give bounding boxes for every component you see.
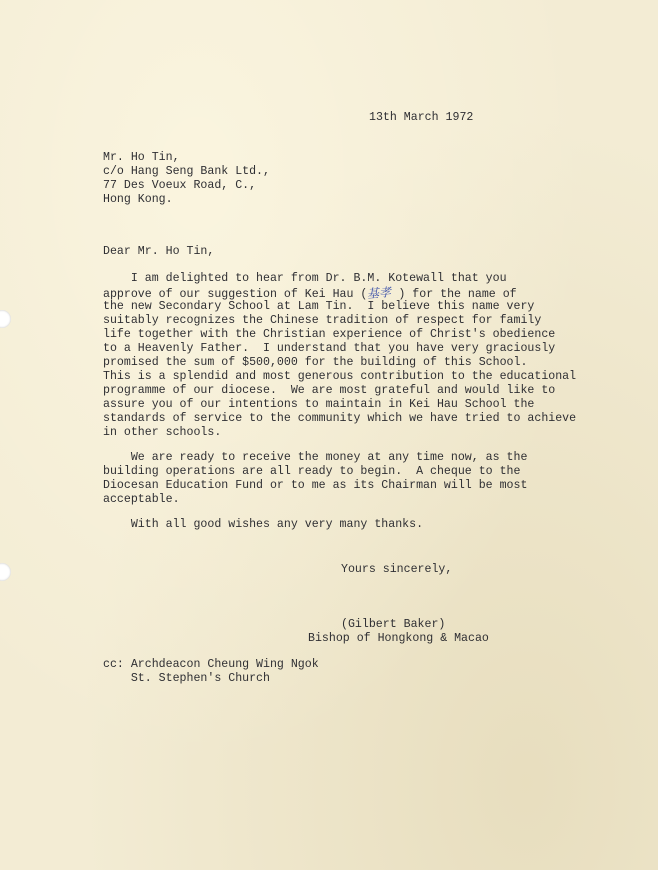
body-line: in other schools. [103,426,222,439]
salutation: Dear Mr. Ho Tin, [103,245,215,258]
address-line: c/o Hang Seng Bank Ltd., [103,165,270,178]
letter-date: 13th March 1972 [369,111,474,124]
body-line: acceptable. [103,493,180,506]
body-line: promised the sum of $500,000 for the building of this School. [103,356,528,369]
signer-title: Bishop of Hongkong & Macao [308,632,489,645]
address-line: Mr. Ho Tin, [103,151,180,164]
body-line: the new Secondary School at Lam Tin. I believe this name very [103,300,535,313]
body-line: Diocesan Education Fund or to me as its Chairman will be most [103,479,528,492]
body-line: life together with the Christian experience of Christ's obedience [103,328,556,341]
body-line: suitably recognizes the Chinese tradition of respect for family [103,314,542,327]
body-line: to a Heavenly Father. I understand that you have very graciously [103,342,556,355]
address-line: 77 Des Voeux Road, C., [103,179,257,192]
address-line: Hong Kong. [103,193,173,206]
body-line: This is a splendid and most generous contribution to the educational [103,370,577,383]
signer-name: (Gilbert Baker) [341,618,446,631]
body-line: building operations are all ready to begin. A cheque to the [103,465,521,478]
body-line: programme of our diocese. We are most grateful and would like to [103,384,556,397]
cc-line: cc: Archdeacon Cheung Wing Ngok [103,658,319,671]
chinese-name: 基孝 [366,285,392,301]
body-line: We are ready to receive the money at any time now, as the [103,451,528,464]
body-text: ) for the name of [391,288,517,301]
punch-hole [0,563,11,581]
closing-wish: With all good wishes any very many thanks. [103,518,424,531]
body-line: I am delighted to hear from Dr. B.M. Kotewall that you [103,272,507,285]
body-line: assure you of our intentions to maintain in Kei Hau School the [103,398,535,411]
body-text: approve of our suggestion of Kei Hau ( [103,288,368,301]
punch-hole [0,310,11,328]
cc-line: St. Stephen's Church [103,672,270,685]
body-line: standards of service to the community which we have tried to achieve [103,412,577,425]
sign-off: Yours sincerely, [341,563,453,576]
